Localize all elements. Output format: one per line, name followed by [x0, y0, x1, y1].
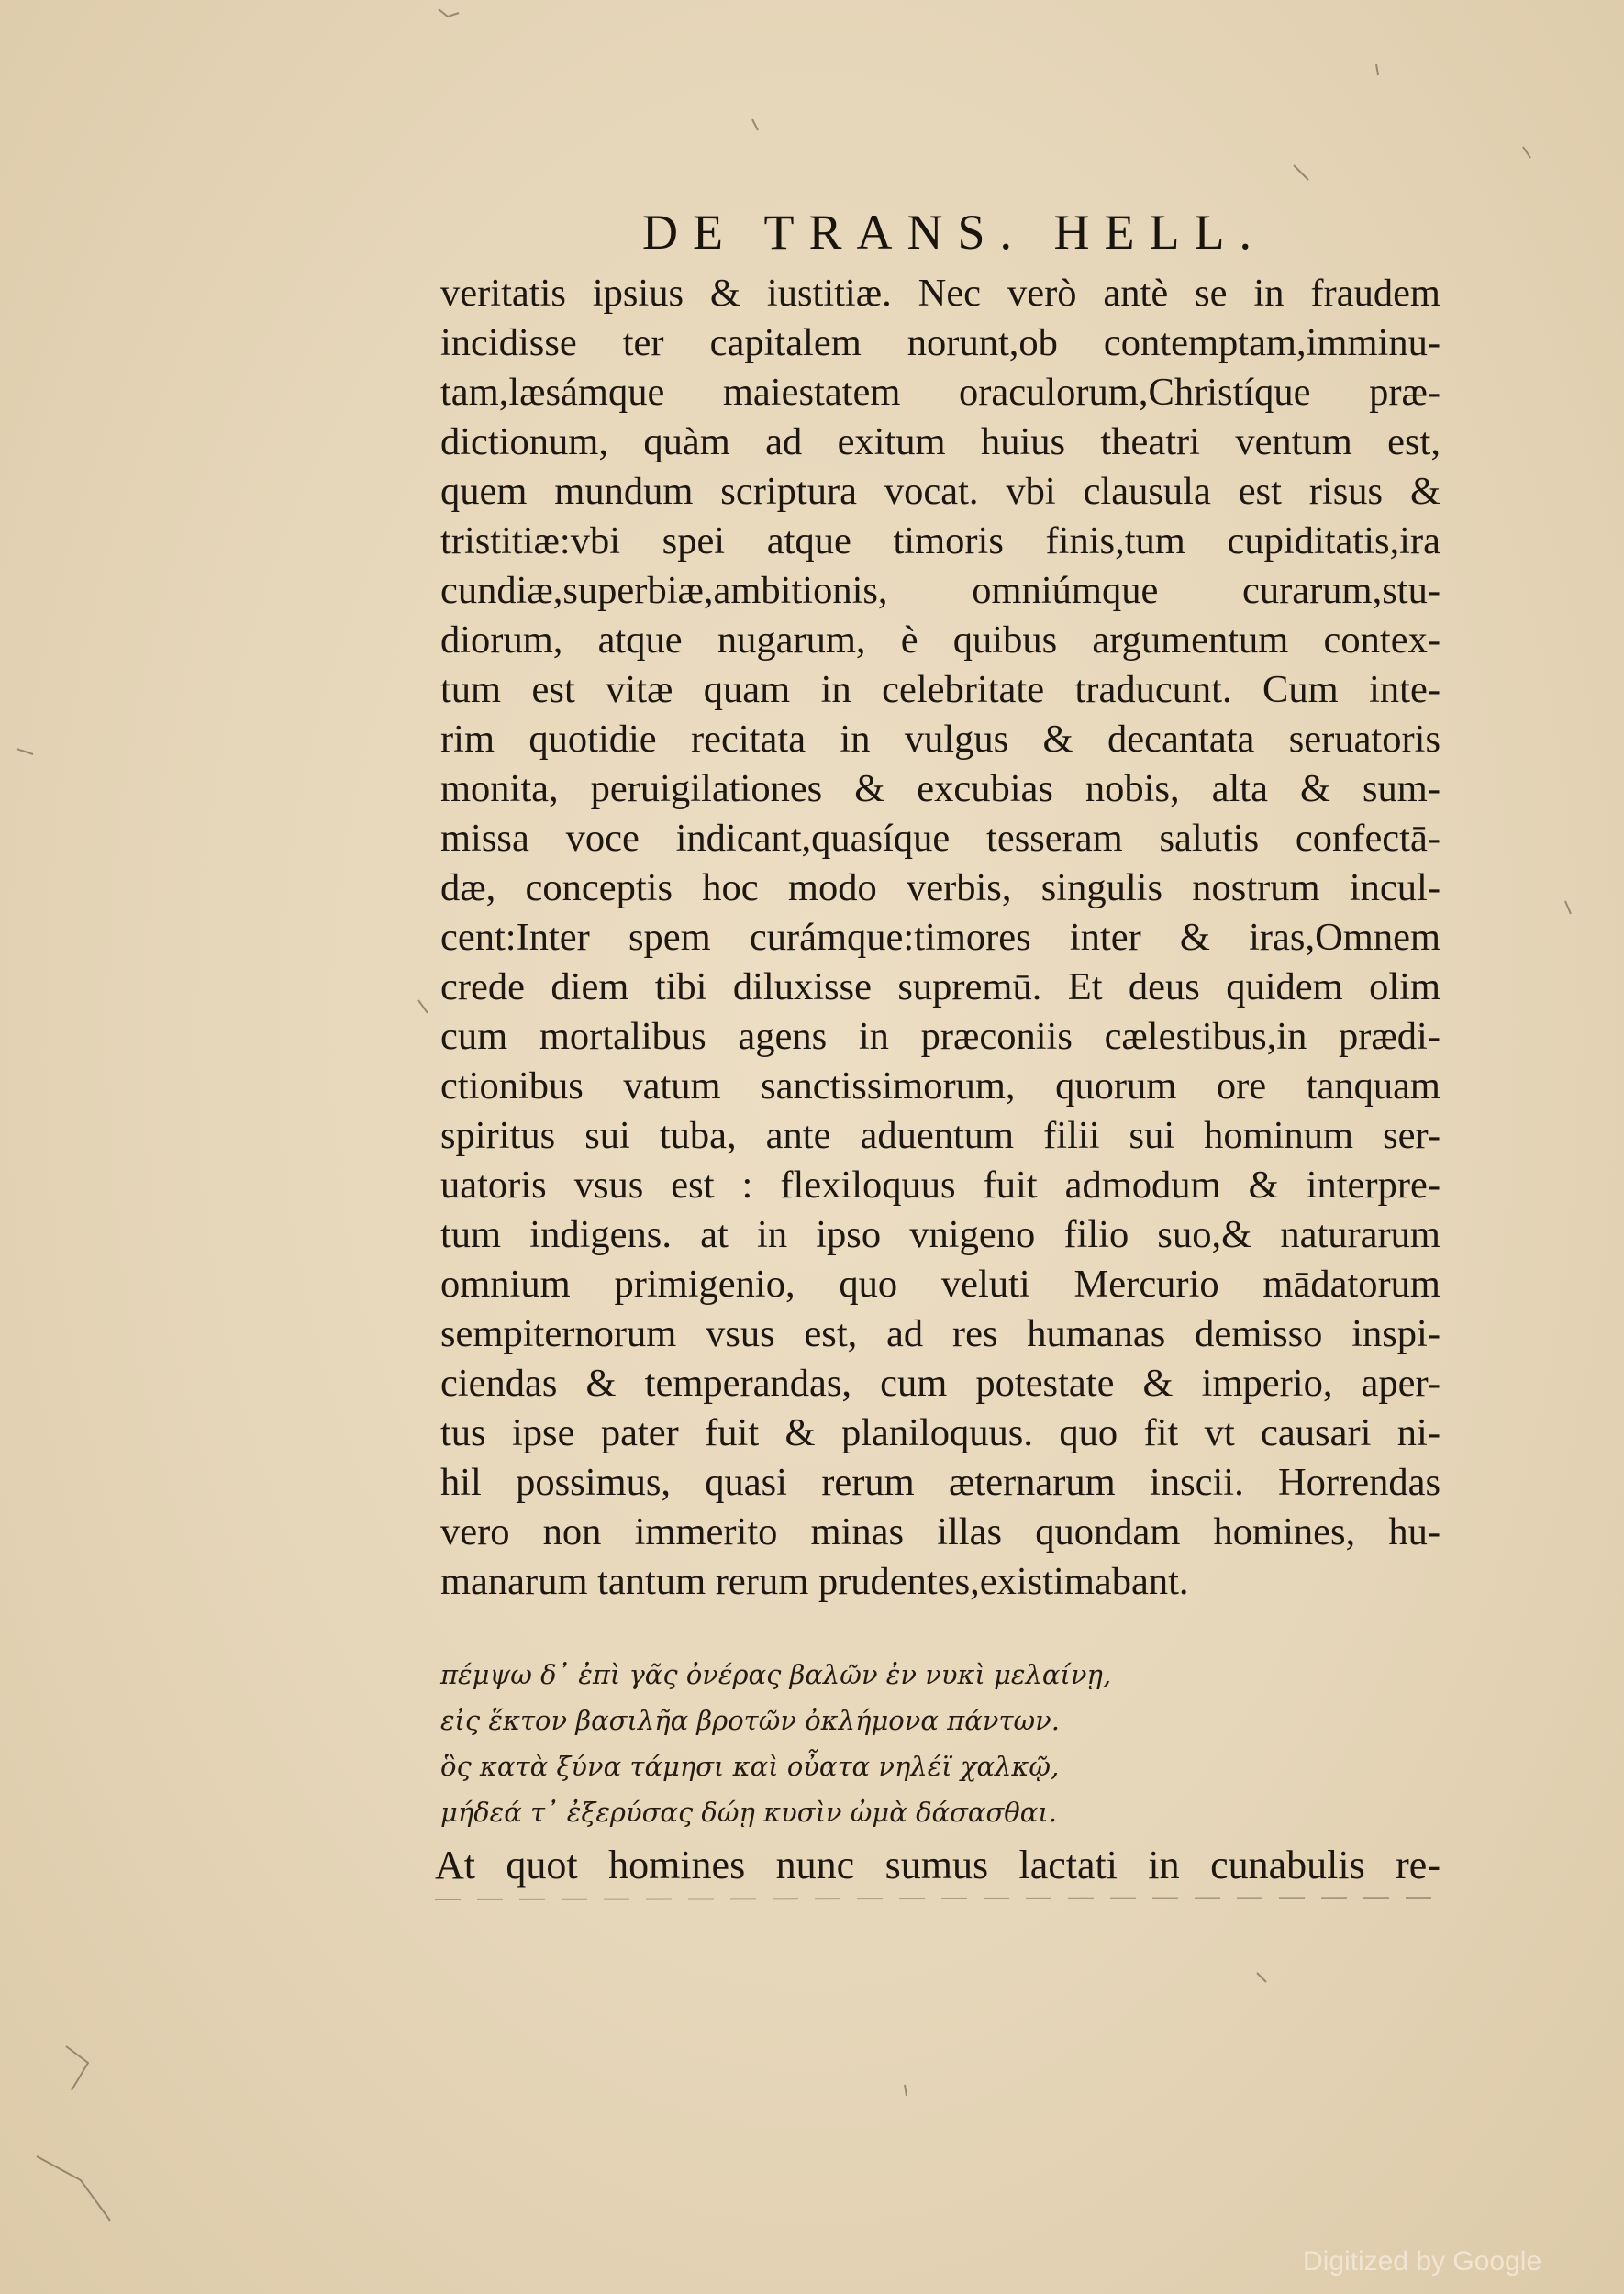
- text-line: dictionum, quàm ad exitum huius theatri ventum est,: [440, 420, 1440, 463]
- stray-mark: [1376, 64, 1378, 75]
- stray-mark: [17, 749, 33, 754]
- text-line: tus ipse pater fuit & planiloquus. quo fit vt causari ni-: [440, 1411, 1440, 1454]
- text-line: ctionibus vatum sanctissimorum, quorum ore tanquam: [440, 1064, 1440, 1108]
- watermark: Digitized by Google: [1303, 2246, 1542, 2277]
- text-line: vero non immerito minas illas quondam homines, hu-: [440, 1510, 1440, 1553]
- greek-verse-line: ὃς κατὰ ξύνα τάμησι καὶ οὖατα νηλέϊ χαλκῷ,: [440, 1751, 1060, 1782]
- text-line: tum est vitæ quam in celebritate traducunt. Cum inte-: [440, 668, 1440, 711]
- body-text: [440, 269, 1440, 1607]
- stray-mark: [439, 9, 459, 17]
- stray-mark: [1257, 1973, 1266, 1982]
- running-head: DE TRANS. HELL.: [642, 205, 1266, 260]
- greek-verse-line: πέμψω δ᾽ ἐπὶ γᾶς ὀνέρας βαλῶν ἐν νυκὶ μελαίνῃ,: [440, 1659, 1112, 1690]
- text-line: hil possimus, quasi rerum æternarum inscii. Horrendas: [440, 1461, 1440, 1504]
- text-line: tam,læsámque maiestatem oraculorum,Christíque præ-: [440, 371, 1440, 414]
- text-line: missa voce indicant,quasíque tesseram salutis confectā-: [440, 817, 1440, 860]
- text-line: cundiæ,superbiæ,ambitionis, omniúmque curarum,stu-: [440, 569, 1440, 612]
- stray-mark: [418, 1000, 428, 1013]
- text-line: crede diem tibi diluxisse supremū. Et deus quidem olim: [440, 965, 1440, 1008]
- greek-verse-block: [440, 1652, 1358, 1835]
- stray-mark: [1565, 901, 1571, 914]
- stray-mark: [905, 2085, 907, 2096]
- text-line: monita, peruigilationes & excubias nobis, alta & sum-: [440, 767, 1440, 810]
- stray-mark: [37, 2156, 110, 2221]
- text-line: diorum, atque nugarum, è quibus argumentum contex-: [440, 618, 1440, 662]
- text-line: cent:Inter spem curámque:timores inter & iras,Omnem: [440, 916, 1440, 959]
- text-line: veritatis ipsius & iustitiæ. Nec verò antè se in fraudem: [440, 272, 1440, 315]
- text-line: quem mundum scriptura vocat. vbi clausula est risus &: [440, 470, 1440, 513]
- text-line: dæ, conceptis hoc modo verbis, singulis nostrum incul-: [440, 866, 1440, 909]
- stray-mark: [1294, 165, 1308, 180]
- text-line: rim quotidie recitata in vulgus & decantata seruatoris: [440, 718, 1440, 761]
- stray-mark: [1523, 147, 1530, 158]
- text-line: uatoris vsus est : flexiloquus fuit admodum & interpre-: [440, 1164, 1440, 1207]
- text-line: omnium primigenio, quo veluti Mercurio mādatorum: [440, 1263, 1440, 1306]
- text-line: tum indigens. at in ipso vnigeno filio suo,& naturarum: [440, 1213, 1440, 1256]
- greek-verse-line: μήδεά τ᾽ ἐξερύσας δώῃ κυσὶν ὠμὰ δάσασθαι.: [440, 1797, 1057, 1828]
- text-line: manarum tantum rerum prudentes,existimabant.: [440, 1560, 1189, 1603]
- stray-mark: [66, 2046, 88, 2090]
- text-line: incidisse ter capitalem norunt,ob contemptam,imminu-: [440, 321, 1440, 364]
- closing-text-line: At quot homines nunc sumus lactati in cunabulis re-: [435, 1843, 1440, 1888]
- text-line: ciendas & temperandas, cum potestate & imperio, aper-: [440, 1362, 1440, 1405]
- greek-verse-line: εἰς ἕκτον βασιλῆα βροτῶν ὀκλήμονα πάντων.: [440, 1705, 1060, 1736]
- stray-mark: [752, 119, 758, 130]
- underline-trace: [435, 1898, 1431, 1899]
- text-line: cum mortalibus agens in præconiis cælestibus,in prædi-: [440, 1015, 1440, 1058]
- text-line: sempiternorum vsus est, ad res humanas demisso inspi-: [440, 1312, 1440, 1355]
- text-line: spiritus sui tuba, ante aduentum filii sui hominum ser-: [440, 1114, 1440, 1157]
- text-line: tristitiæ:vbi spei atque timoris finis,tum cupiditatis,ira: [440, 519, 1440, 562]
